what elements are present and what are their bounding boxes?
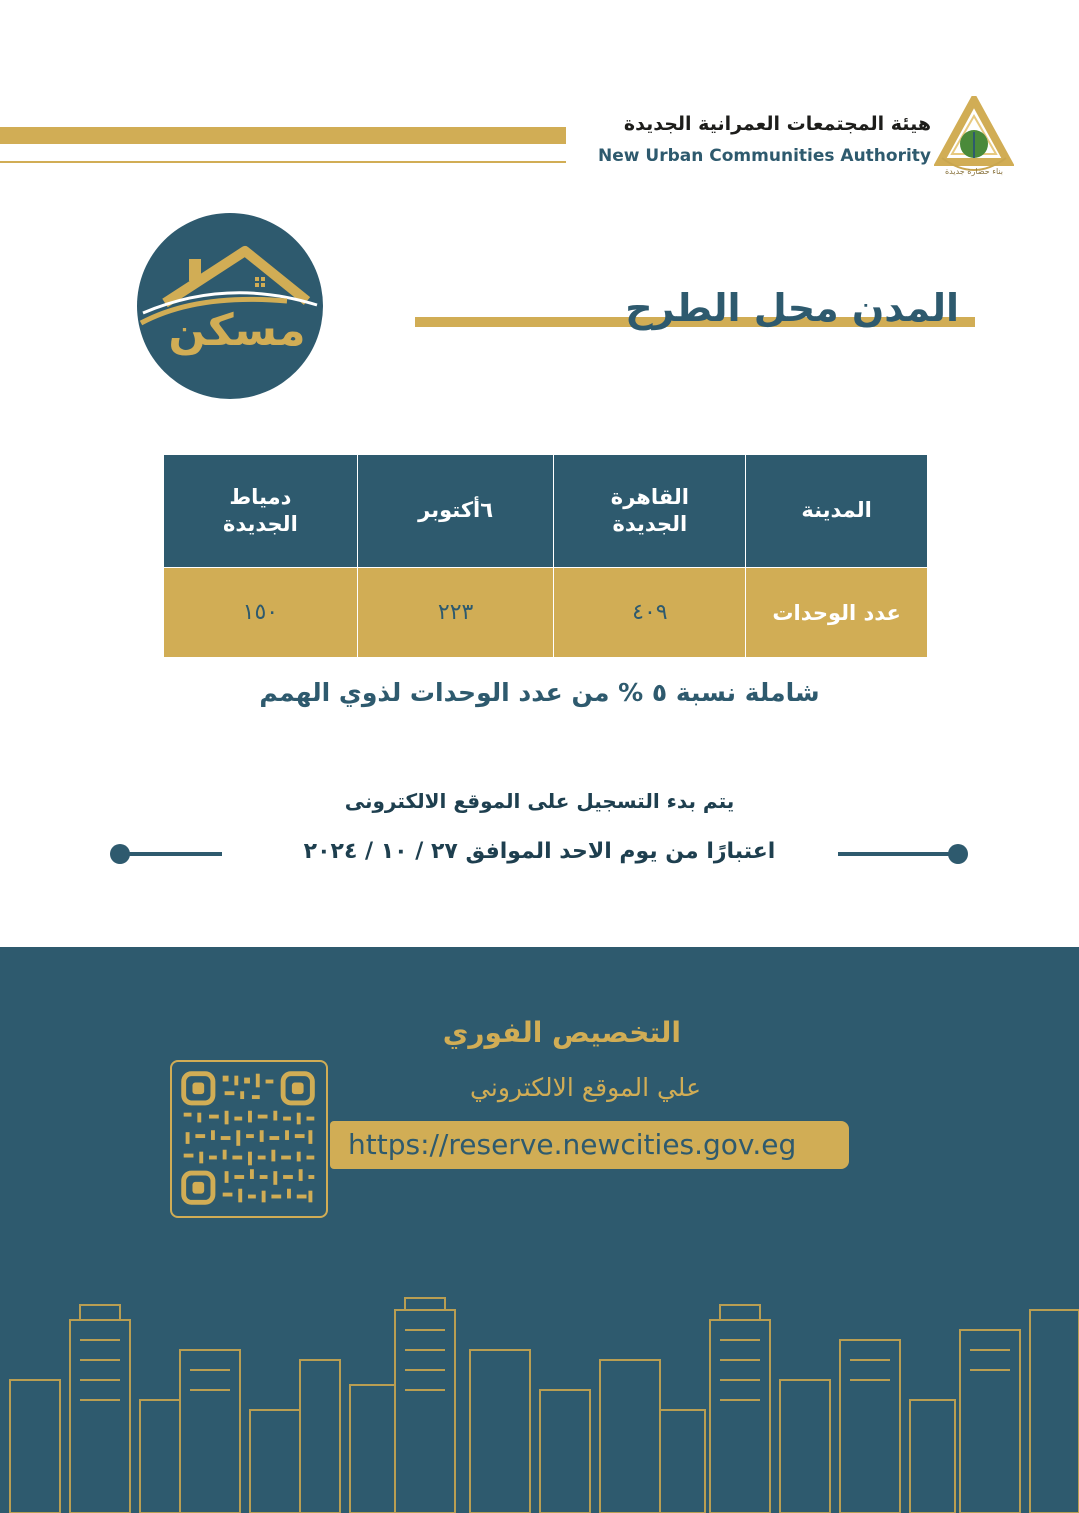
logo-tagline: بناء حضارة جديدة <box>944 167 1004 176</box>
units-table <box>163 454 928 658</box>
units-city-1: ٤٠٩ <box>554 568 746 658</box>
header-city-2 <box>357 455 554 568</box>
right-dot-icon <box>948 844 968 864</box>
units-city-3: ١٥٠ <box>164 568 358 658</box>
city-3-line1: دمياط <box>229 484 292 509</box>
page-title: المدن محل الطرح <box>625 286 959 330</box>
city-3-line2: الجديدة <box>223 512 298 536</box>
registration-date-line: اعتبارًا من يوم الاحد الموافق ٢٧ / ١٠ / ٢٠٢٤ <box>303 839 776 864</box>
org-name-arabic: هيئة المجتمعات العمرانية الجديدة <box>623 113 931 135</box>
org-name-english: New Urban Communities Authority <box>598 146 931 166</box>
city-skyline-icon <box>0 1290 1079 1513</box>
left-divider <box>118 852 222 856</box>
maskan-text: مسكن <box>168 305 306 356</box>
header-city-3 <box>164 455 358 568</box>
instant-allocation-title: التخصيص الفوري <box>442 1016 681 1049</box>
header-gold-line <box>0 161 566 163</box>
header-city-label: المدينة <box>746 455 928 568</box>
units-city-2: ٢٢٣ <box>357 568 554 658</box>
header-gold-bar <box>0 127 566 144</box>
disability-note: شاملة نسبة ٥ % من عدد الوحدات لذوي الهمم <box>259 678 820 707</box>
qr-code-icon[interactable] <box>170 1060 328 1218</box>
right-divider <box>838 852 960 856</box>
table-row <box>164 568 928 658</box>
maskan-logo <box>137 213 323 399</box>
header-city-1 <box>554 455 746 568</box>
allocation-subtitle: علي الموقع الالكتروني <box>470 1073 701 1102</box>
row-units-label: عدد الوحدات <box>746 568 928 658</box>
registration-line-1: يتم بدء التسجيل على الموقع الالكترونى <box>344 789 735 813</box>
reservation-link[interactable]: https://reserve.newcities.gov.eg <box>348 1128 797 1161</box>
city-2-line1: ٦أكتوبر <box>418 498 494 523</box>
table-header-row <box>164 455 928 568</box>
nuca-logo-icon <box>934 96 1014 178</box>
city-1-line2: الجديدة <box>612 512 688 536</box>
city-1-line1: القاهرة <box>610 484 689 509</box>
